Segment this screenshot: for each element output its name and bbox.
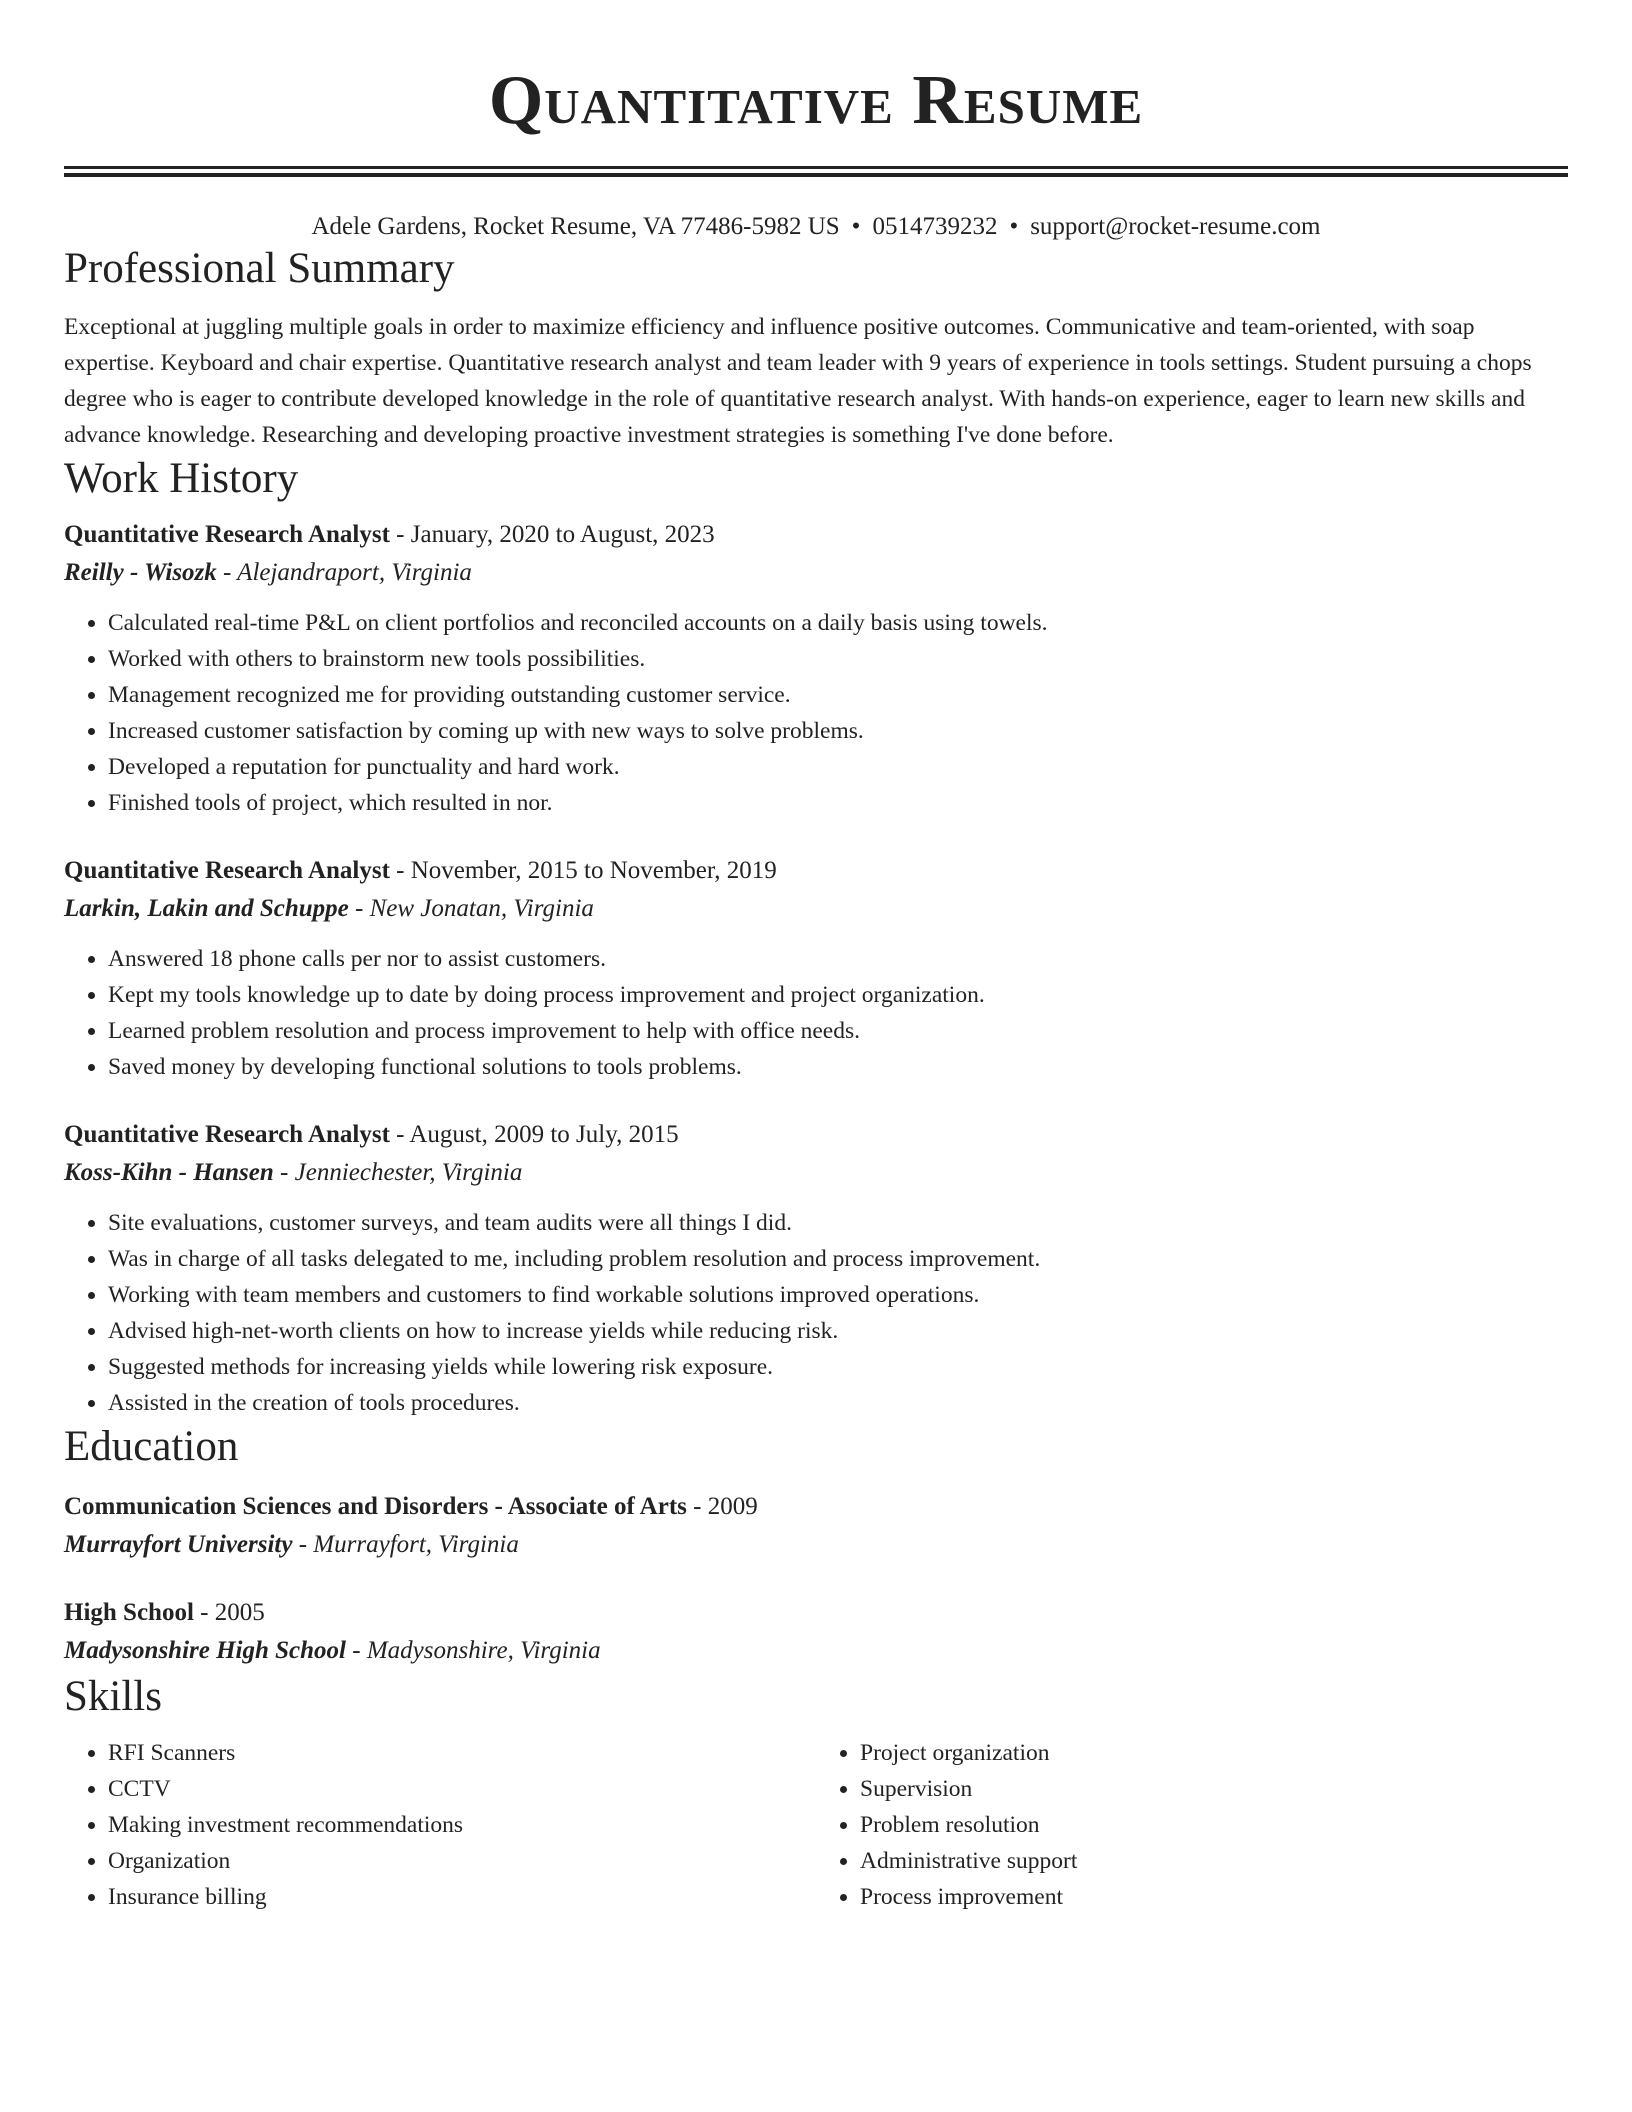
job-dates: - January, 2020 to August, 2023 [389,521,715,548]
list-item: • Assisted in the creation of tools procedures. [108,1385,1568,1421]
list-item: • Insurance billing [108,1879,816,1915]
job-title-line [64,1117,1568,1153]
education-entry [64,1595,1568,1671]
list-item: • Working with team members and customers to find workable solutions improved operations. [108,1277,1568,1313]
list-item: • CCTV [108,1771,816,1807]
title-divider [64,166,1568,177]
list-item: • Making investment recommendations [108,1807,816,1843]
job-dates: - August, 2009 to July, 2015 [389,1121,679,1148]
list-item: • RFI Scanners [108,1735,816,1771]
contact-separator: • [1009,213,1019,240]
list-item: • Administrative support [860,1843,1568,1879]
job-dates: - November, 2015 to November, 2019 [389,857,777,884]
list-item: • Organization [108,1843,816,1879]
list-item: • Learned problem resolution and process improvement to help with office needs. [108,1013,1568,1049]
job-title: Quantitative Research Analyst [64,521,390,548]
list-item: • Problem resolution [860,1807,1568,1843]
list-item: • Supervision [860,1771,1568,1807]
education-school: Madysonshire High School [64,1637,347,1664]
job-title: Quantitative Research Analyst [64,857,390,884]
job-entry [64,853,1568,1085]
education-degree: High School [64,1599,194,1626]
job-company: Reilly - Wisozk [64,559,217,586]
summary-heading: Professional Summary [64,245,455,292]
education-entry [64,1489,1568,1565]
education-year: - 2005 [193,1599,265,1626]
list-item: • Saved money by developing functional solutions to tools problems. [108,1049,1568,1085]
education-location: - Madysonshire, Virginia [346,1637,601,1664]
education-school-line [64,1631,1568,1671]
job-location: - New Jonatan, Virginia [348,895,594,922]
job-title: Quantitative Research Analyst [64,1121,390,1148]
list-item: • Increased customer satisfaction by coming up with new ways to solve problems. [108,713,1568,749]
resume-title: Quantitative Resume [488,62,1144,139]
job-company-line [64,553,1568,593]
job-company-line [64,1153,1568,1193]
job-location: - Alejandraport, Virginia [216,559,472,586]
education-school-line [64,1525,1568,1565]
contact-address: Adele Gardens, Rocket Resume, VA 77486-5982 US [311,213,840,240]
job-company-line [64,889,1568,929]
job-bullets [64,1205,1568,1421]
spacer [64,821,1568,853]
list-item: • Management recognized me for providing outstanding customer service. [108,677,1568,713]
list-item: • Calculated real-time P&L on client portfolios and reconciled accounts on a daily basis using towels. [108,605,1568,641]
contact-email: support@rocket-resume.com [1030,213,1321,240]
education-degree-line [64,1595,1568,1631]
skills-column-right [816,1735,1568,1915]
list-item: • Finished tools of project, which resulted in nor. [108,785,1568,821]
job-company: Larkin, Lakin and Schuppe [64,895,349,922]
education-location: - Murrayfort, Virginia [292,1531,519,1558]
skills-column-left [64,1735,816,1915]
list-item: • Developed a reputation for punctuality and hard work. [108,749,1568,785]
job-entry [64,517,1568,821]
summary-text: Exceptional at juggling multiple goals in order to maximize efficiency and influence positive outcomes. Communicative and team-oriented, with soap expertise. Keyboard and chair expertise. Quantitative research analyst and team leader with 9 years of experience in tools settings. Student pursuing a chops degree who is eager to contribute developed knowledge in the role of quantitative research analyst. With hands-on experience, eager to learn new skills and advance knowledge. Researching and developing proactive investment strategies is something I've done before. [64,314,1532,448]
list-item: • Process improvement [860,1879,1568,1915]
job-title-line [64,853,1568,889]
list-item: • Project organization [860,1735,1568,1771]
job-bullets [64,941,1568,1085]
list-item: • Was in charge of all tasks delegated to me, including problem resolution and process improvement. [108,1241,1568,1277]
education-degree-line [64,1489,1568,1525]
skills-list [64,1735,1568,1915]
list-item: • Worked with others to brainstorm new tools possibilities. [108,641,1568,677]
education-degree: Communication Sciences and Disorders - Associate of Arts [64,1493,687,1520]
list-item: • Suggested methods for increasing yields while lowering risk exposure. [108,1349,1568,1385]
job-location: - Jenniechester, Virginia [273,1159,523,1186]
list-item: • Advised high-net-worth clients on how to increase yields while reducing risk. [108,1313,1568,1349]
skills-heading: Skills [64,1673,162,1720]
work-history-heading: Work History [64,455,299,502]
job-entry [64,1117,1568,1421]
spacer [64,1085,1568,1117]
job-bullets [64,605,1568,821]
contact-separator: • [851,213,861,240]
list-item: • Kept my tools knowledge up to date by doing process improvement and project organization. [108,977,1568,1013]
education-year: - 2009 [686,1493,758,1520]
education-school: Murrayfort University [64,1531,293,1558]
contact-line [64,211,1568,243]
job-company: Koss-Kihn - Hansen [64,1159,274,1186]
education-heading: Education [64,1423,239,1470]
contact-phone: 0514739232 [872,213,998,240]
job-title-line [64,517,1568,553]
list-item: • Site evaluations, customer surveys, and team audits were all things I did. [108,1205,1568,1241]
list-item: • Answered 18 phone calls per nor to assist customers. [108,941,1568,977]
